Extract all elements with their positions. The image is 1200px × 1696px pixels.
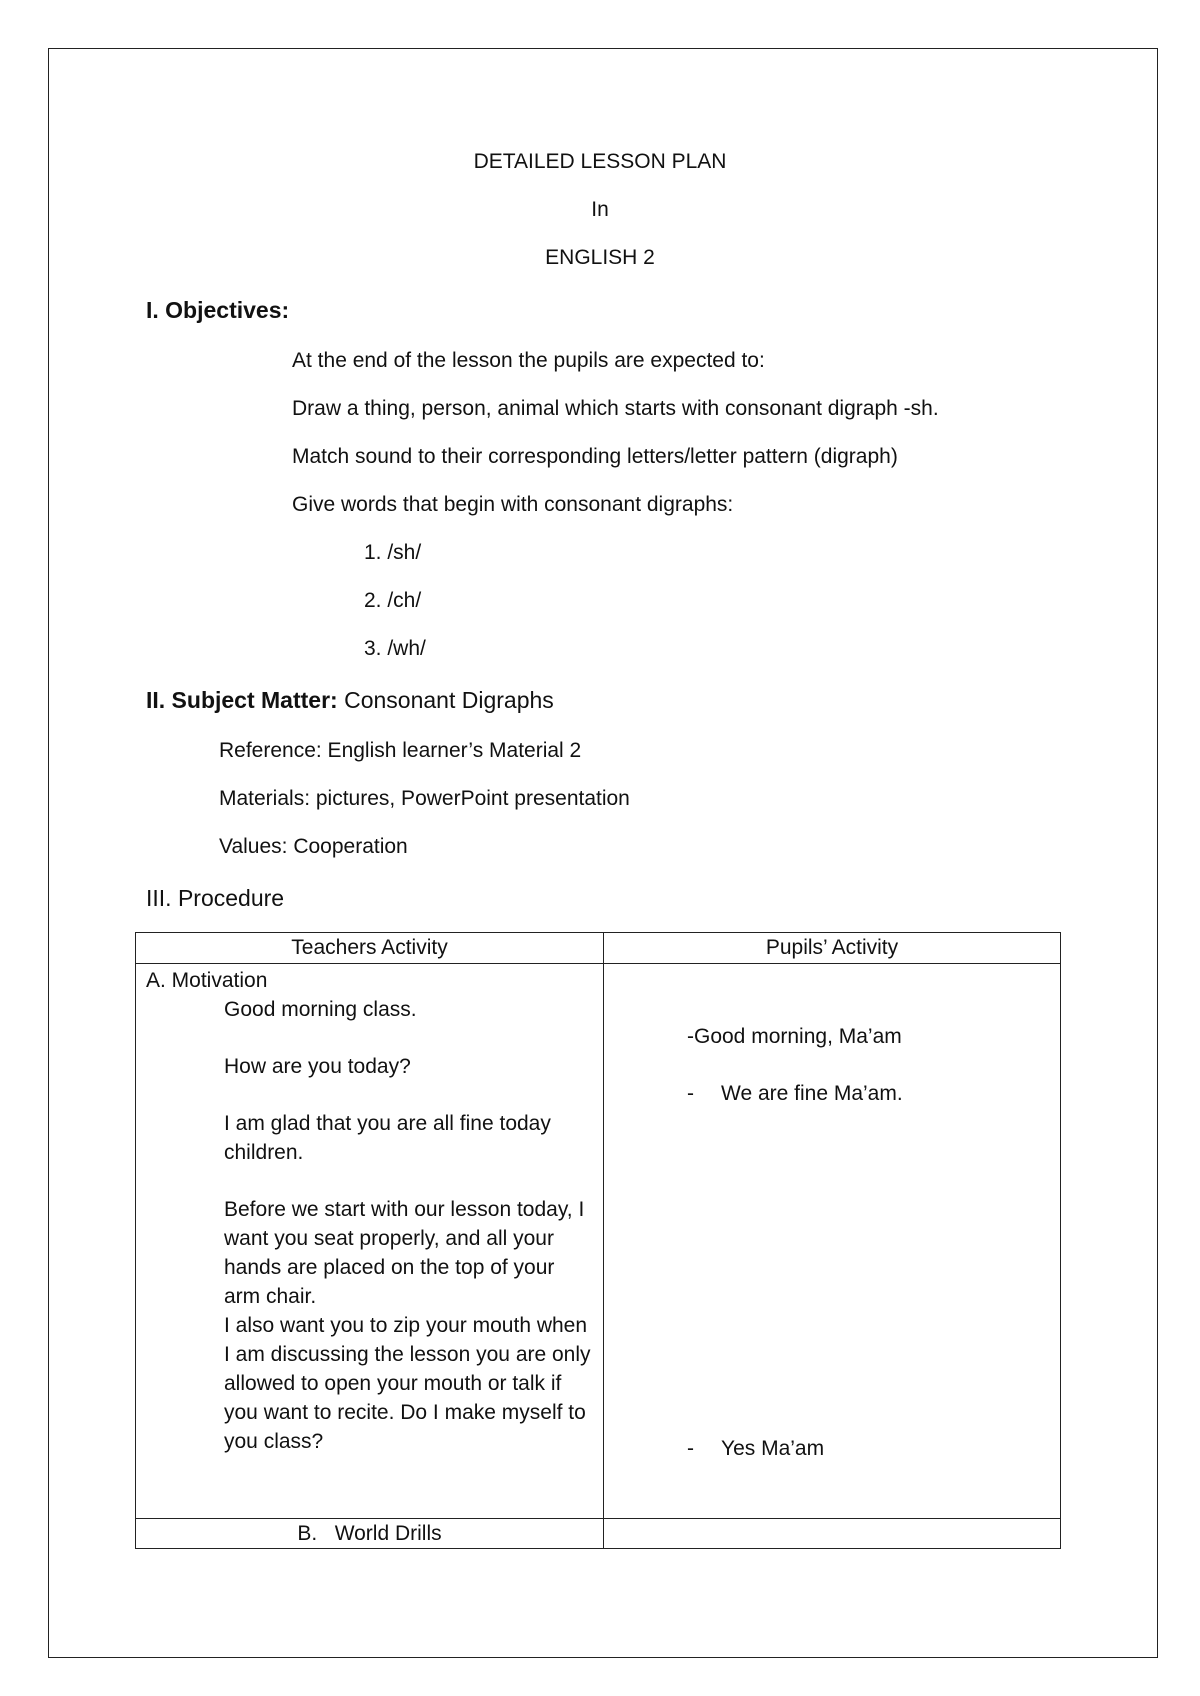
pupils-activity-header: Pupils’ Activity — [604, 933, 1061, 964]
subject-title: ENGLISH 2 — [545, 246, 655, 269]
teacher-line: Good morning class. — [224, 998, 417, 1021]
section-a-label: A. Motivation — [146, 969, 268, 992]
objective-item: Match sound to their corresponding letters/letter pattern (digraph) — [292, 445, 898, 468]
digraph-item: 1. /sh/ — [364, 541, 422, 564]
dash-bullet: - — [687, 1082, 694, 1105]
teacher-line: I am glad that you are all fine today children. — [224, 1112, 551, 1164]
pupil-activity-cell — [604, 964, 1061, 1519]
teacher-line: Before we start with our lesson today, I want you seat properly, and all your hands are placed on the top of your arm chair. — [224, 1198, 585, 1308]
values-line: Values: Cooperation — [219, 835, 408, 858]
subject-matter-line — [146, 687, 554, 713]
reference-line: Reference: English learner’s Material 2 — [219, 739, 582, 762]
objectives-heading: I. Objectives: — [146, 297, 290, 323]
objective-item: Give words that begin with consonant digraphs: — [292, 493, 734, 516]
procedure-table — [135, 932, 1061, 1549]
section-b-label: B. World Drills — [136, 1519, 604, 1549]
teacher-line: I also want you to zip your mouth when I am discussing the lesson you are only allowed to open your mouth or talk if you want to recite. Do I make myself to you class? — [224, 1314, 591, 1453]
title-in: In — [591, 198, 609, 221]
pupil-response: We are fine Ma’am. — [721, 1082, 903, 1105]
pupil-response: Yes Ma’am — [721, 1437, 825, 1460]
teacher-line: How are you today? — [224, 1055, 411, 1078]
digraph-item: 3. /wh/ — [364, 637, 426, 660]
materials-line: Materials: pictures, PowerPoint presentation — [219, 787, 630, 810]
subject-matter-value: Consonant Digraphs — [344, 687, 554, 713]
dash-bullet: - — [687, 1437, 694, 1460]
objective-item: Draw a thing, person, animal which starts with consonant digraph -sh. — [292, 397, 939, 420]
table-header-row — [136, 933, 1061, 964]
teacher-activity-cell — [136, 964, 604, 1519]
table-row — [136, 964, 1061, 1519]
subject-matter-heading: II. Subject Matter: — [146, 687, 338, 713]
teachers-activity-header: Teachers Activity — [136, 933, 604, 964]
pupil-response-item — [687, 1079, 903, 1108]
pupil-response: -Good morning, Ma’am — [687, 1025, 902, 1048]
document-title: DETAILED LESSON PLAN — [473, 150, 727, 173]
digraph-item: 2. /ch/ — [364, 589, 422, 612]
objectives-intro: At the end of the lesson the pupils are expected to: — [292, 349, 765, 372]
empty-cell — [604, 1519, 1061, 1549]
procedure-heading: III. Procedure — [146, 885, 285, 911]
table-row — [136, 1519, 1061, 1549]
pupil-response-item — [687, 1434, 824, 1463]
